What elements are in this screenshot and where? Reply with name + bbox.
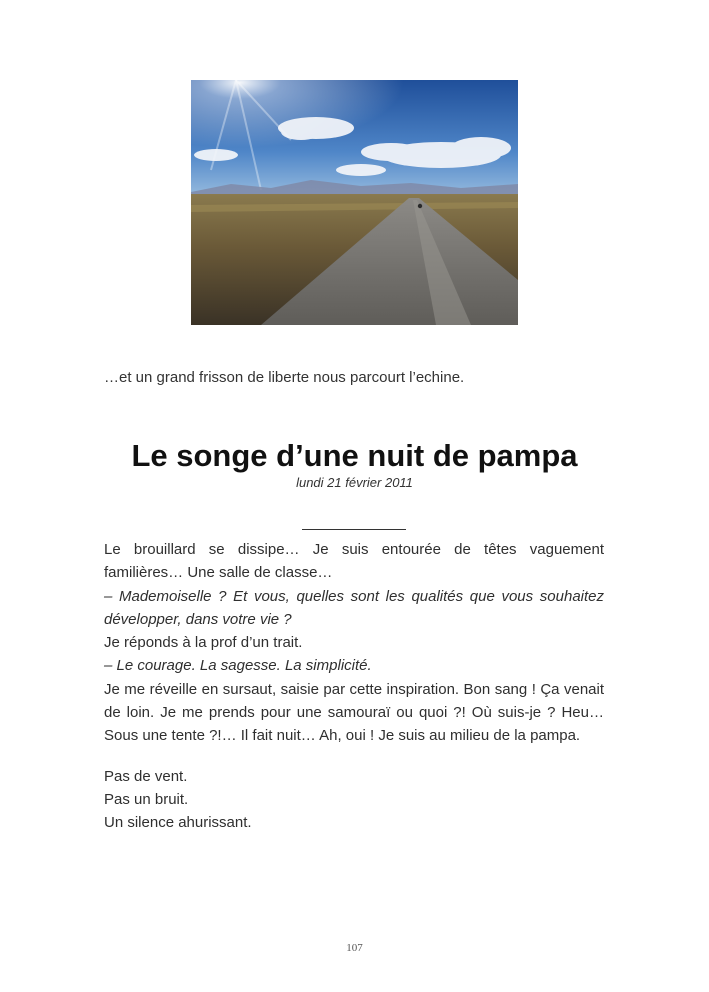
dialogue-line: – Mademoiselle ? Et vous, quelles sont les qualités que vous souhaitez développer, dans votre vie ?: [104, 587, 604, 628]
section-divider: [302, 529, 406, 530]
page-number: 107: [346, 942, 363, 954]
road-landscape-image: [191, 80, 518, 325]
chapter-body: [104, 538, 604, 835]
chapter-title: Le songe d’une nuit de pampa: [131, 438, 578, 473]
photo-caption: …et un grand frisson de liberte nous parcourt l’echine.: [104, 369, 465, 386]
dialogue-line: – Le courage. La sagesse. La simplicité.: [104, 657, 372, 675]
chapter-date: lundi 21 février 2011: [296, 475, 413, 490]
landscape-photo: [191, 80, 518, 325]
paragraph: Le brouillard se dissipe… Je suis entourée de têtes vaguement familières… Une salle de classe…: [104, 541, 604, 582]
paragraph: Pas un bruit.: [104, 790, 189, 808]
paragraph: Pas de vent.: [104, 767, 188, 785]
paragraph: Un silence ahurissant.: [104, 814, 252, 832]
paragraph: Je réponds à la prof d’un trait.: [104, 634, 303, 652]
paragraph: Je me réveille en sursaut, saisie par cette inspiration. Bon sang ! Ça venait de loin. Je me prends pour une samouraï ou quoi ?! Où suis-je ? Heu… Sous une tente ?!… Il fait nuit… Ah, oui ! Je suis au milieu de la pampa.: [104, 680, 604, 745]
